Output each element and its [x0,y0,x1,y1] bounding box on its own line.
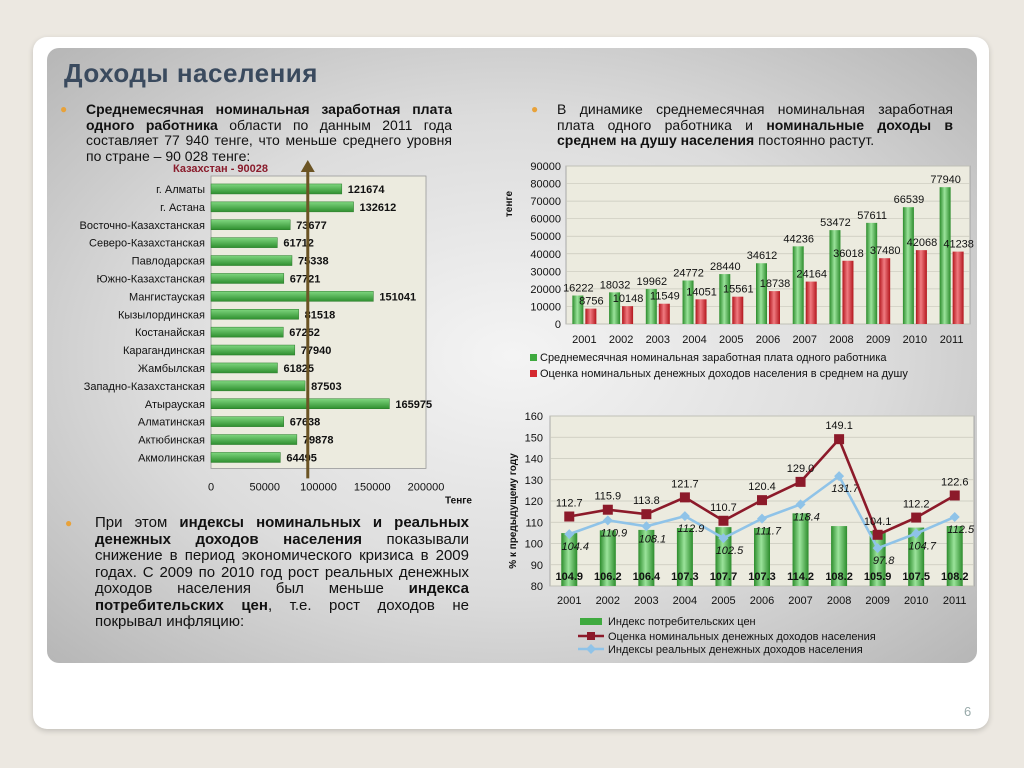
wage-value-label: 28440 [709,261,741,274]
region-label: Восточно-Казахстанская [79,219,205,232]
regions-x-tick: 0 [207,481,215,494]
legend-wage-label: Среднемесячная номинальная заработная плата одного работника [540,352,887,364]
cpi-value-label: 105.9 [863,571,892,583]
region-bar [211,435,297,445]
real-income-value-label: 118.4 [793,511,820,524]
wages-x-tick: 2009 [865,334,891,346]
income-value-label: 11549 [649,290,680,303]
region-label: Атырауская [144,398,205,411]
nominal-income-marker [718,516,728,526]
cpi-value-label: 107.5 [902,571,930,583]
cpi-value-label: 106.2 [594,571,622,583]
cpi-value-label: 106.4 [632,571,661,583]
legend-real-label: Индексы реальных денежных доходов населения [608,644,863,656]
region-label: Алматинская [137,416,205,429]
real-income-value-label: 110.9 [600,527,628,540]
region-bar [211,417,284,427]
region-value-label: 75338 [297,255,329,268]
index-x-tick: 2001 [557,595,582,607]
income-value-label: 41238 [943,238,974,251]
wage-bar [940,187,951,324]
cpi-value-label: 108.2 [825,571,853,583]
region-bar [211,238,277,248]
real-income-value-label: 131.7 [831,483,859,496]
wages-x-tick: 2003 [645,334,671,346]
nominal-income-value-label: 112.7 [555,497,583,510]
nominal-income-value-label: 110.7 [710,501,737,514]
region-value-label: 81518 [304,309,336,322]
regions-chart-title: Казахстан - 90028 [173,163,269,175]
bullet2-text1: В динамике среднемесячная номинальная заработная плата одного работника и [557,101,953,133]
wage-value-label: 66539 [893,194,925,207]
bullet-icon: ● [65,516,73,530]
country-average-arrowhead [301,160,315,172]
slide-title: Доходы населения [64,58,318,88]
income-bar [585,309,596,324]
wage-value-label: 24772 [673,267,704,280]
wages-y-tick: 50000 [530,231,561,244]
wages-x-tick: 2007 [792,334,817,346]
income-bar [659,304,670,324]
income-bar [806,282,817,324]
real-income-value-label: 102.5 [715,545,744,558]
region-value-label: 73677 [296,219,327,232]
wage-value-label: 34612 [746,250,778,263]
region-value-label: 61825 [283,362,315,375]
index-y-tick: 80 [530,581,543,593]
bullet3-bold2: индекса потребительских цен [95,580,469,614]
region-label: Кызылординская [117,309,205,322]
wages-x-tick: 2010 [902,334,928,346]
regions-x-label: Тенге [445,495,472,507]
nominal-income-value-label: 121.7 [671,478,699,491]
index-y-tick: 110 [525,517,543,530]
region-value-label: 87503 [311,380,342,393]
nominal-income-marker [796,477,806,487]
region-bar [211,291,373,301]
bullet1-text: области по данным 2011 года составляет 77 940 тенге, что меньше среднего уровня по стране – 90 028 тенге: [86,116,453,164]
index-x-tick: 2003 [634,595,659,607]
income-bar [953,252,964,324]
wage-bar [866,223,877,324]
index-y-tick: 140 [524,453,543,466]
cpi-value-label: 107.7 [709,571,738,583]
region-bar [211,220,290,230]
wages-y-tick: 10000 [530,301,561,314]
page-number: 6 [964,704,972,719]
index-x-tick: 2006 [749,595,775,607]
legend-cpi-label: Индекс потребительских цен [608,616,756,628]
wage-value-label: 16222 [563,282,594,295]
nominal-income-value-label: 122.6 [940,476,969,489]
nominal-income-marker [564,512,574,522]
income-bar [769,291,780,324]
index-x-tick: 2004 [672,595,698,607]
bullet-indexes [65,514,469,631]
real-income-value-label: 97.8 [872,555,895,568]
wages-x-tick: 2005 [719,334,744,346]
income-value-label: 42068 [906,237,938,250]
income-value-label: 15561 [722,283,754,296]
nominal-income-value-label: 115.9 [594,490,622,503]
wages-y-tick: 80000 [530,178,561,191]
region-label: Жамбылская [137,362,205,375]
index-x-tick: 2008 [826,595,852,607]
wages-y-tick: 0 [554,319,561,331]
nominal-income-value-label: 112.2 [902,498,930,511]
bullet-icon: ● [531,102,539,116]
wages-y-tick: 70000 [530,196,561,209]
wages-x-tick: 2004 [682,334,707,346]
index-x-tick: 2010 [903,595,929,607]
region-label: Западно-Казахстанская [83,380,205,393]
wage-bar [903,207,914,324]
region-value-label: 79878 [302,434,334,447]
nominal-income-value-label: 113.8 [633,495,660,508]
region-label: Павлодарская [131,255,205,268]
regions-bar-chart [50,160,480,507]
real-income-value-label: 104.7 [908,540,936,553]
region-label: Южно-Казахстанская [96,273,205,286]
nominal-income-value-label: 149.1 [825,420,853,433]
nominal-income-marker [950,490,960,500]
cpi-value-label: 107.3 [748,571,776,583]
wages-y-tick: 30000 [530,266,561,279]
wages-x-tick: 2002 [608,334,634,346]
wage-value-label: 18032 [599,279,631,292]
index-x-tick: 2009 [865,595,890,607]
legend-nominal-label: Оценка номинальных денежных доходов населения [608,631,876,643]
nominal-income-marker [911,513,921,523]
region-bar [211,184,342,194]
nominal-income-marker [680,492,690,502]
regions-x-tick: 150000 [353,481,391,494]
wages-y-label: тенге [504,190,515,218]
region-label: Акмолинская [138,452,205,465]
region-bar [211,363,277,373]
nominal-income-value-label: 104.1 [863,515,892,528]
region-value-label: 151041 [379,291,417,304]
wage-bar [829,230,840,324]
income-bar [622,306,633,324]
region-bar [211,345,295,355]
region-bar [211,273,284,283]
index-y-tick: 120 [524,496,543,508]
cpi-value-label: 108.2 [940,571,969,583]
region-value-label: 61712 [283,237,314,250]
income-bar [842,261,853,324]
bullet-dynamics [531,101,953,149]
income-value-label: 8756 [579,295,604,308]
regions-x-tick: 100000 [300,481,337,494]
region-value-label: 77940 [300,345,332,358]
region-bar [211,327,283,337]
wage-bar [756,263,767,324]
region-value-label: 67252 [289,327,320,340]
region-value-label: 67638 [289,416,321,429]
index-y-tick: 160 [524,411,543,423]
wages-bar-chart [498,158,978,388]
wages-y-tick: 20000 [530,283,561,296]
index-y-tick: 90 [530,559,543,572]
region-label: г. Алматы [156,183,205,196]
wages-x-tick: 2011 [939,334,964,346]
bullet-salary-region [60,101,453,164]
income-value-label: 14051 [686,286,717,299]
region-label: Мангистауская [128,291,205,304]
legend-wage-swatch [530,354,537,361]
wage-value-label: 19962 [636,275,668,288]
region-bar [211,381,305,391]
real-income-value-label: 112.9 [677,523,705,536]
region-value-label: 132612 [359,201,397,214]
nominal-income-value-label: 120.4 [748,481,776,494]
region-bar [211,309,299,319]
bullet-icon: ● [60,102,68,116]
index-combo-chart [498,408,978,660]
legend-income-swatch [530,370,537,377]
bullet2-text2: постоянно растут. [754,132,875,148]
wages-x-tick: 2001 [572,334,597,346]
income-value-label: 36018 [833,247,864,260]
wage-value-label: 53472 [820,217,851,230]
cpi-value-label: 104.9 [555,571,584,583]
wages-y-tick: 60000 [530,213,561,226]
region-value-label: 64495 [286,452,317,465]
bullet3-text2: показывали снижение в период экономического кризиса в 2009 годах. С 2009 по 2010 год рост реальных денежных доходов населения был меньше [95,530,469,597]
index-y-tick: 150 [524,432,543,445]
wage-value-label: 57611 [857,209,888,222]
legend-nominal-marker [587,632,595,640]
region-value-label: 165975 [395,398,433,411]
bullet3-text3: , т.е. рост доходов не покрывал инфляцию: [95,596,469,630]
index-y-tick: 130 [524,474,543,487]
wage-value-label: 77940 [930,174,961,187]
index-x-tick: 2005 [711,595,736,607]
region-bar [211,256,292,266]
income-value-label: 18738 [759,278,791,291]
legend-real-marker [586,644,596,654]
regions-x-tick: 200000 [407,481,445,494]
income-value-label: 24164 [796,268,828,281]
index-y-tick: 100 [524,538,543,551]
bullet2-bold: номинальные доходы в среднем на душу населения [557,116,953,148]
income-bar [732,297,743,324]
region-label: Костанайская [134,327,205,340]
region-value-label: 67721 [289,273,321,286]
wage-value-label: 44236 [783,233,815,246]
cpi-value-label: 107.3 [671,571,699,583]
region-label: Актюбинская [138,434,205,447]
region-bar [211,202,354,212]
real-income-value-label: 111.7 [755,525,781,538]
nominal-income-marker [757,495,767,505]
income-bar [879,258,890,324]
real-income-value-label: 108.1 [638,533,667,546]
wage-bar [719,274,730,324]
wages-x-tick: 2008 [829,334,854,346]
index-x-tick: 2002 [595,595,621,607]
index-x-tick: 2011 [942,595,967,607]
region-value-label: 121674 [347,183,385,196]
legend-income-label: Оценка номинальных денежных доходов населения в среднем на душу [540,368,908,380]
legend-cpi-swatch [580,618,602,625]
wages-y-tick: 90000 [530,161,561,173]
nominal-income-marker [834,434,844,444]
income-value-label: 10148 [612,293,644,306]
nominal-income-marker [873,530,883,540]
nominal-income-marker [641,509,651,519]
real-income-value-label: 104.4 [561,541,590,554]
wages-y-tick: 40000 [530,248,561,261]
region-label: г. Астана [160,201,205,214]
region-bar [211,452,280,462]
real-income-value-label: 112.5 [947,523,975,536]
index-y-label: % к предыдущему году [508,453,519,569]
wage-bar [793,246,804,324]
region-label: Северо-Казахстанская [89,237,205,250]
bullet3-bold1: индексы номинальных и реальных денежных доходов населения [95,514,469,548]
nominal-income-marker [603,505,613,515]
region-bar [211,399,389,409]
income-bar [916,250,927,324]
income-value-label: 37480 [869,245,901,258]
region-label: Карагандинская [123,345,205,358]
cpi-value-label: 114.2 [787,571,815,583]
regions-x-tick: 50000 [249,481,281,494]
bullet1-bold: Среднемесячная номинальная заработная плата одного работника [86,101,452,133]
bullet3-text1: При этом [95,514,180,531]
income-bar [696,299,707,324]
index-x-tick: 2007 [788,595,813,607]
nominal-income-value-label: 129.0 [786,462,815,475]
wages-x-tick: 2006 [755,334,781,346]
